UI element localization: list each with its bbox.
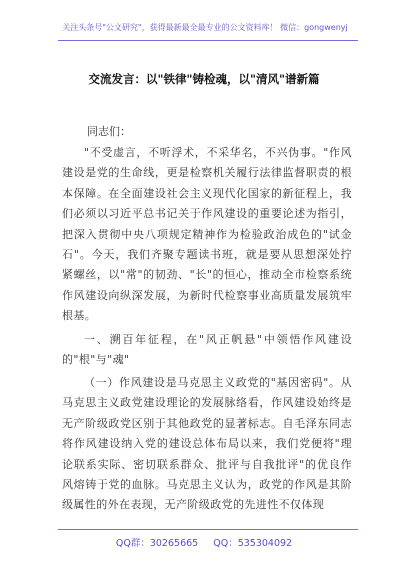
paragraph-section-1-1: （一）作风建设是马克思主义政党的"基因密码"。从马克思主义政党建设理论的发展脉络看，作风建设始终是无产阶级政党区别于其他政党的显著标志。自毛泽东同志将作风建设纳入党的建设总体布局以来，我们党便将"理论联系实际、密切联系群众、批评与自我批评"的优良作风熔铸于党的血脉。马克思主义认为，政党的作风是其阶级属性的外在表现，无产阶级政党的先进性不仅体现 bbox=[62, 376, 352, 512]
section-heading-1: 一、溯百年征程，在"风正帆悬"中领悟作风建设的"根"与"魂" bbox=[62, 333, 352, 367]
footer-qq-group: QQ群：30265665 bbox=[115, 538, 199, 549]
header-banner: 关注头条号"公文研究"，获得最新最全最专业的公文资料库！ 微信：gongwenyj bbox=[62, 23, 348, 32]
salutation: 同志们： bbox=[87, 125, 131, 138]
footer-qq: QQ：535304092 bbox=[213, 538, 293, 549]
header-divider bbox=[58, 40, 358, 41]
footer bbox=[0, 535, 408, 549]
document-title: 交流发言：以"铁律"铸检魂，以"清风"谱新篇 bbox=[88, 72, 320, 86]
footer-divider bbox=[58, 529, 358, 530]
paragraph-intro: "不受虚言，不听浮术，不采华名，不兴伪事。"作风建设是党的生命线，更是检察机关履行法律监督职责的根本保障。在全面建设社会主义现代化国家的新征程上，我们必须以习近平总书记关于作风建设的重要论述为指引，把深入贯彻中央八项规定精神作为检验政治成色的"试金石"。今天，我们齐聚专题读书班，就是要从思想深处拧紧螺丝，以"常"的韧劲、"长"的恒心，推动全市检察系统作风建设向纵深发展，为新时代检察事业高质量发展筑牢根基。 bbox=[62, 146, 352, 323]
